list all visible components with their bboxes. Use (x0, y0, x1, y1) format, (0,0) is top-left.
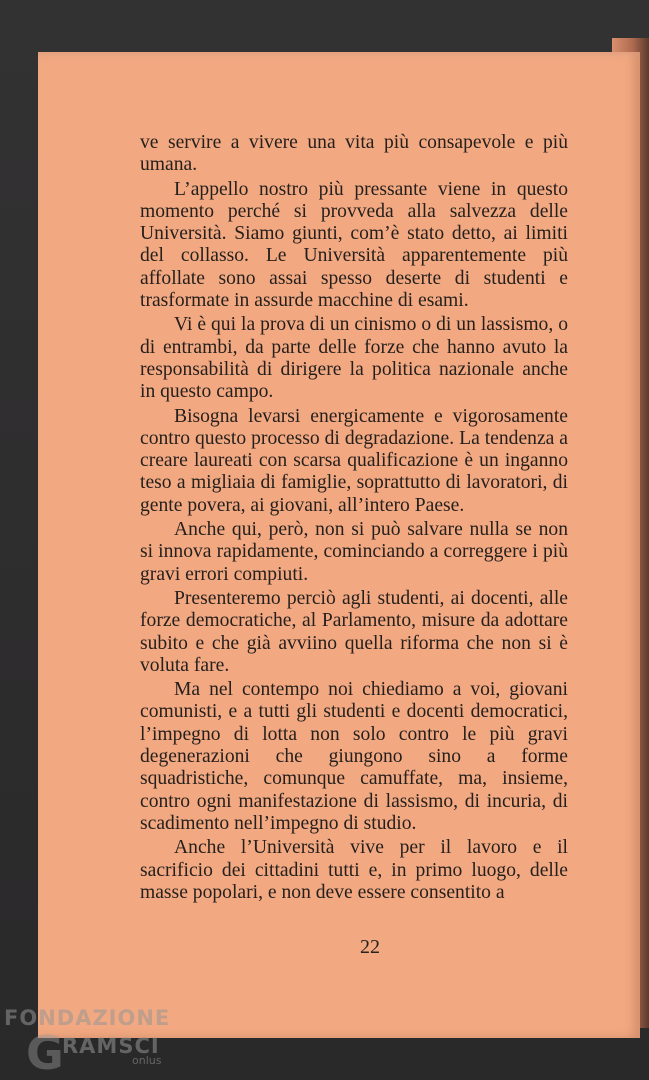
paragraph-5: Anche qui, però, non si può salvare nulla se non si innova rapidamente, cominciando a correggere i più gravi errori compiuti. (140, 519, 568, 585)
paragraph-2: L’appello nostro più pressante viene in questo momento perché si provveda alla salvezza delle Università. Siamo giunti, com’è stato detto, ai limiti del collasso. Le Università apparentemente più affollate sono assai spesso deserte di studenti e trasformate in assurde macchine di esami. (140, 178, 568, 312)
paragraph-1: ve servire a vivere una vita più consapevole e più umana. (140, 132, 568, 176)
paragraph-3: Vi è qui la prova di un cinismo o di un lassismo, o di entrambi, da parte delle forze che hanno avuto la responsabilità di dirigere la politica nazionale anche in questo campo. (140, 314, 568, 403)
page-number: 22 (360, 936, 380, 958)
watermark-line-2: RAMSCI (62, 1034, 160, 1058)
paragraph-7: Ma nel contempo noi chiediamo a voi, giovani comunisti, e a tutti gli studenti e docenti democratici, l’impegno di lotta non solo contro le più gravi degenerazioni che giungono sino a forme squadristiche, comunque camuffate, ma, insieme, contro ogni manifestazione di lassismo, di incuria, di scadimento nell’impegno di studio. (140, 679, 568, 834)
paragraph-6: Presenteremo perciò agli studenti, ai docenti, alle forze democratiche, al Parlamento, misure da adottare subito e che già avviino quella riforma che non si è voluta fare. (140, 587, 568, 676)
page-text (140, 132, 568, 906)
watermark-g-letter: G (26, 1026, 64, 1080)
watermark-onlus: onlus (132, 1054, 162, 1067)
paragraph-4: Bisogna levarsi energicamente e vigorosamente contro questo processo di degradazione. La tendenza a creare laureati con scarsa qualificazione è un inganno teso a migliaia di famiglie, soprattutto di lavoratori, di gente povera, ai giovani, all’intero Paese. (140, 405, 568, 516)
fondazione-gramsci-watermark (4, 1006, 174, 1078)
paragraph-8: Anche l’Università vive per il lavoro e il sacrificio dei cittadini tutti e, in primo luogo, delle masse popolari, e non deve essere consentito a (140, 837, 568, 903)
watermark-line-1: FONDAZIONE (4, 1006, 171, 1030)
